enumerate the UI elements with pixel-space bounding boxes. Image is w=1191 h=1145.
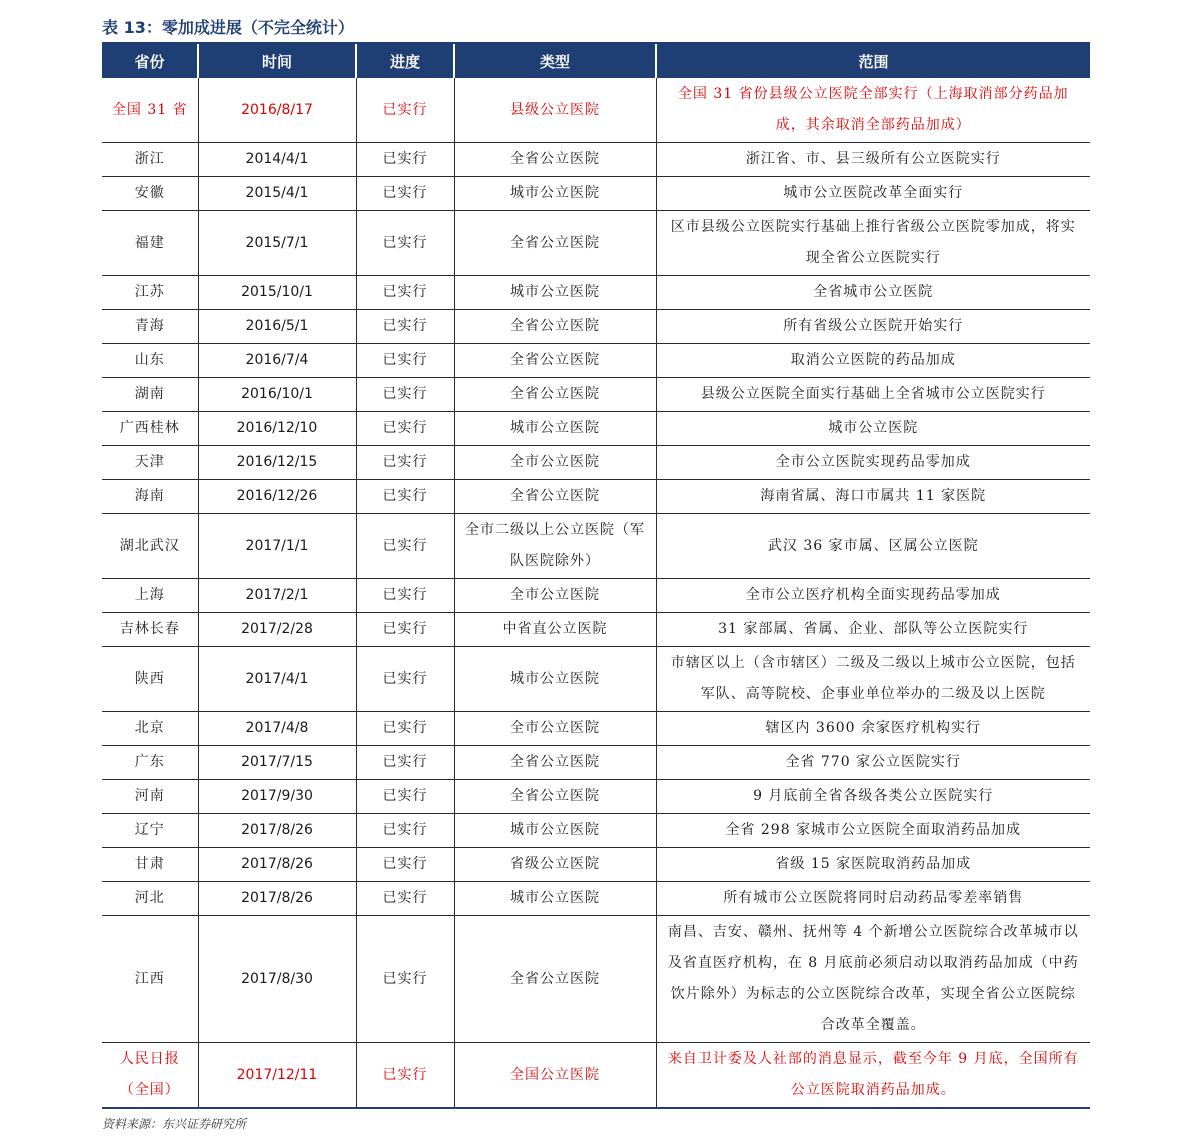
cell-type: 城市公立医院: [454, 882, 656, 916]
cell-status: 已实行: [356, 143, 454, 177]
cell-status: 已实行: [356, 814, 454, 848]
zero-markup-progress-table: [102, 44, 1090, 1109]
cell-province: 河南: [102, 780, 198, 814]
cell-province: 浙江: [102, 143, 198, 177]
report-page: [102, 14, 1090, 1133]
cell-status: 已实行: [356, 712, 454, 746]
cell-type: 城市公立医院: [454, 814, 656, 848]
header-province: 省份: [102, 44, 198, 78]
cell-type: 全市公立医院: [454, 579, 656, 613]
header-scope: 范围: [656, 44, 1090, 78]
cell-status: 已实行: [356, 480, 454, 514]
cell-status: 已实行: [356, 647, 454, 712]
table-row: [102, 916, 1090, 1043]
cell-status: 已实行: [356, 211, 454, 276]
cell-scope: 全市公立医疗机构全面实现药品零加成: [656, 579, 1090, 613]
cell-type: 省级公立医院: [454, 848, 656, 882]
cell-province: 吉林长春: [102, 613, 198, 647]
cell-status: 已实行: [356, 177, 454, 211]
cell-province: 广东: [102, 746, 198, 780]
cell-status: 已实行: [356, 378, 454, 412]
cell-province: 安徽: [102, 177, 198, 211]
cell-province: 广西桂林: [102, 412, 198, 446]
cell-date: 2017/4/1: [198, 647, 356, 712]
cell-date: 2017/7/15: [198, 746, 356, 780]
cell-status: 已实行: [356, 780, 454, 814]
cell-scope: 全国 31 省份县级公立医院全部实行（上海取消部分药品加成，其余取消全部药品加成）: [656, 78, 1090, 143]
cell-type: 城市公立医院: [454, 276, 656, 310]
cell-date: 2014/4/1: [198, 143, 356, 177]
table-caption: 表 13：零加成进展（不完全统计）: [102, 14, 1090, 44]
cell-date: 2017/2/28: [198, 613, 356, 647]
cell-status: 已实行: [356, 613, 454, 647]
cell-date: 2015/10/1: [198, 276, 356, 310]
cell-type: 全市公立医院: [454, 446, 656, 480]
cell-scope: 县级公立医院全面实行基础上全省城市公立医院实行: [656, 378, 1090, 412]
cell-type: 全省公立医院: [454, 143, 656, 177]
cell-status: 已实行: [356, 310, 454, 344]
header-status: 进度: [356, 44, 454, 78]
cell-type: 全省公立医院: [454, 480, 656, 514]
cell-date: 2017/8/30: [198, 916, 356, 1043]
table-row: [102, 882, 1090, 916]
cell-date: 2016/12/10: [198, 412, 356, 446]
cell-scope: 全省 770 家公立医院实行: [656, 746, 1090, 780]
cell-type: 全国公立医院: [454, 1043, 656, 1109]
cell-date: 2016/10/1: [198, 378, 356, 412]
cell-province: 湖北武汉: [102, 514, 198, 579]
cell-scope: 取消公立医院的药品加成: [656, 344, 1090, 378]
cell-date: 2017/4/8: [198, 712, 356, 746]
table-row: [102, 746, 1090, 780]
table-row: [102, 446, 1090, 480]
table-row: [102, 1043, 1090, 1109]
cell-province: 陕西: [102, 647, 198, 712]
table-body: [102, 78, 1090, 1108]
cell-date: 2017/8/26: [198, 882, 356, 916]
cell-scope: 来自卫计委及人社部的消息显示，截至今年 9 月底，全国所有公立医院取消药品加成。: [656, 1043, 1090, 1109]
cell-scope: 9 月底前全省各级各类公立医院实行: [656, 780, 1090, 814]
cell-scope: 全省城市公立医院: [656, 276, 1090, 310]
cell-scope: 武汉 36 家市属、区属公立医院: [656, 514, 1090, 579]
cell-status: 已实行: [356, 579, 454, 613]
table-row: [102, 579, 1090, 613]
cell-province: 山东: [102, 344, 198, 378]
cell-type: 中省直公立医院: [454, 613, 656, 647]
cell-date: 2016/8/17: [198, 78, 356, 143]
table-row: [102, 613, 1090, 647]
cell-scope: 省级 15 家医院取消药品加成: [656, 848, 1090, 882]
table-row: [102, 514, 1090, 579]
cell-province: 青海: [102, 310, 198, 344]
cell-type: 城市公立医院: [454, 647, 656, 712]
header-date: 时间: [198, 44, 356, 78]
cell-date: 2017/12/11: [198, 1043, 356, 1109]
cell-province: 江苏: [102, 276, 198, 310]
cell-scope: 区市县级公立医院实行基础上推行省级公立医院零加成，将实现全省公立医院实行: [656, 211, 1090, 276]
cell-status: 已实行: [356, 916, 454, 1043]
cell-date: 2015/4/1: [198, 177, 356, 211]
cell-type: 全省公立医院: [454, 378, 656, 412]
cell-type: 全市二级以上公立医院（军队医院除外）: [454, 514, 656, 579]
cell-status: 已实行: [356, 882, 454, 916]
cell-date: 2016/5/1: [198, 310, 356, 344]
table-row: [102, 814, 1090, 848]
cell-province: 全国 31 省: [102, 78, 198, 143]
header-type: 类型: [454, 44, 656, 78]
cell-status: 已实行: [356, 446, 454, 480]
cell-province: 天津: [102, 446, 198, 480]
cell-date: 2017/9/30: [198, 780, 356, 814]
cell-date: 2017/8/26: [198, 848, 356, 882]
cell-scope: 南昌、吉安、赣州、抚州等 4 个新增公立医院综合改革城市以及省直医疗机构，在 8 月底前必须启动以取消药品加成（中药饮片除外）为标志的公立医院综合改革，实现全省公立医院综合改革全覆盖。: [656, 916, 1090, 1043]
cell-date: 2015/7/1: [198, 211, 356, 276]
cell-scope: 所有城市公立医院将同时启动药品零差率销售: [656, 882, 1090, 916]
cell-date: 2016/7/4: [198, 344, 356, 378]
cell-type: 全省公立医院: [454, 916, 656, 1043]
cell-type: 全市公立医院: [454, 712, 656, 746]
cell-province: 辽宁: [102, 814, 198, 848]
cell-date: 2017/1/1: [198, 514, 356, 579]
table-row: [102, 78, 1090, 143]
cell-province: 河北: [102, 882, 198, 916]
cell-status: 已实行: [356, 78, 454, 143]
table-row: [102, 378, 1090, 412]
cell-type: 城市公立医院: [454, 412, 656, 446]
table-row: [102, 848, 1090, 882]
cell-province: 江西: [102, 916, 198, 1043]
cell-status: 已实行: [356, 746, 454, 780]
cell-type: 县级公立医院: [454, 78, 656, 143]
cell-type: 全省公立医院: [454, 211, 656, 276]
cell-scope: 市辖区以上（含市辖区）二级及二级以上城市公立医院，包括军队、高等院校、企事业单位举办的二级及以上医院: [656, 647, 1090, 712]
cell-scope: 辖区内 3600 余家医疗机构实行: [656, 712, 1090, 746]
table-row: [102, 143, 1090, 177]
cell-province: 人民日报（全国）: [102, 1043, 198, 1109]
cell-province: 海南: [102, 480, 198, 514]
cell-status: 已实行: [356, 344, 454, 378]
cell-province: 北京: [102, 712, 198, 746]
cell-status: 已实行: [356, 1043, 454, 1109]
cell-province: 甘肃: [102, 848, 198, 882]
cell-province: 福建: [102, 211, 198, 276]
cell-status: 已实行: [356, 848, 454, 882]
cell-type: 全省公立医院: [454, 310, 656, 344]
cell-scope: 31 家部属、省属、企业、部队等公立医院实行: [656, 613, 1090, 647]
table-row: [102, 480, 1090, 514]
cell-date: 2017/2/1: [198, 579, 356, 613]
table-header-row: [102, 44, 1090, 78]
cell-scope: 海南省属、海口市属共 11 家医院: [656, 480, 1090, 514]
cell-status: 已实行: [356, 514, 454, 579]
cell-scope: 浙江省、市、县三级所有公立医院实行: [656, 143, 1090, 177]
table-row: [102, 344, 1090, 378]
cell-status: 已实行: [356, 412, 454, 446]
table-row: [102, 647, 1090, 712]
cell-status: 已实行: [356, 276, 454, 310]
table-row: [102, 211, 1090, 276]
cell-date: 2016/12/26: [198, 480, 356, 514]
cell-province: 湖南: [102, 378, 198, 412]
table-row: [102, 712, 1090, 746]
table-row: [102, 276, 1090, 310]
cell-scope: 城市公立医院改革全面实行: [656, 177, 1090, 211]
source-note: 资料来源：东兴证券研究所: [102, 1117, 247, 1131]
table-row: [102, 177, 1090, 211]
table-row: [102, 780, 1090, 814]
cell-type: 全省公立医院: [454, 746, 656, 780]
cell-date: 2017/8/26: [198, 814, 356, 848]
cell-scope: 全市公立医院实现药品零加成: [656, 446, 1090, 480]
table-row: [102, 310, 1090, 344]
cell-scope: 所有省级公立医院开始实行: [656, 310, 1090, 344]
cell-scope: 城市公立医院: [656, 412, 1090, 446]
cell-type: 全省公立医院: [454, 344, 656, 378]
cell-date: 2016/12/15: [198, 446, 356, 480]
cell-scope: 全省 298 家城市公立医院全面取消药品加成: [656, 814, 1090, 848]
table-row: [102, 412, 1090, 446]
cell-province: 上海: [102, 579, 198, 613]
cell-type: 城市公立医院: [454, 177, 656, 211]
cell-type: 全省公立医院: [454, 780, 656, 814]
